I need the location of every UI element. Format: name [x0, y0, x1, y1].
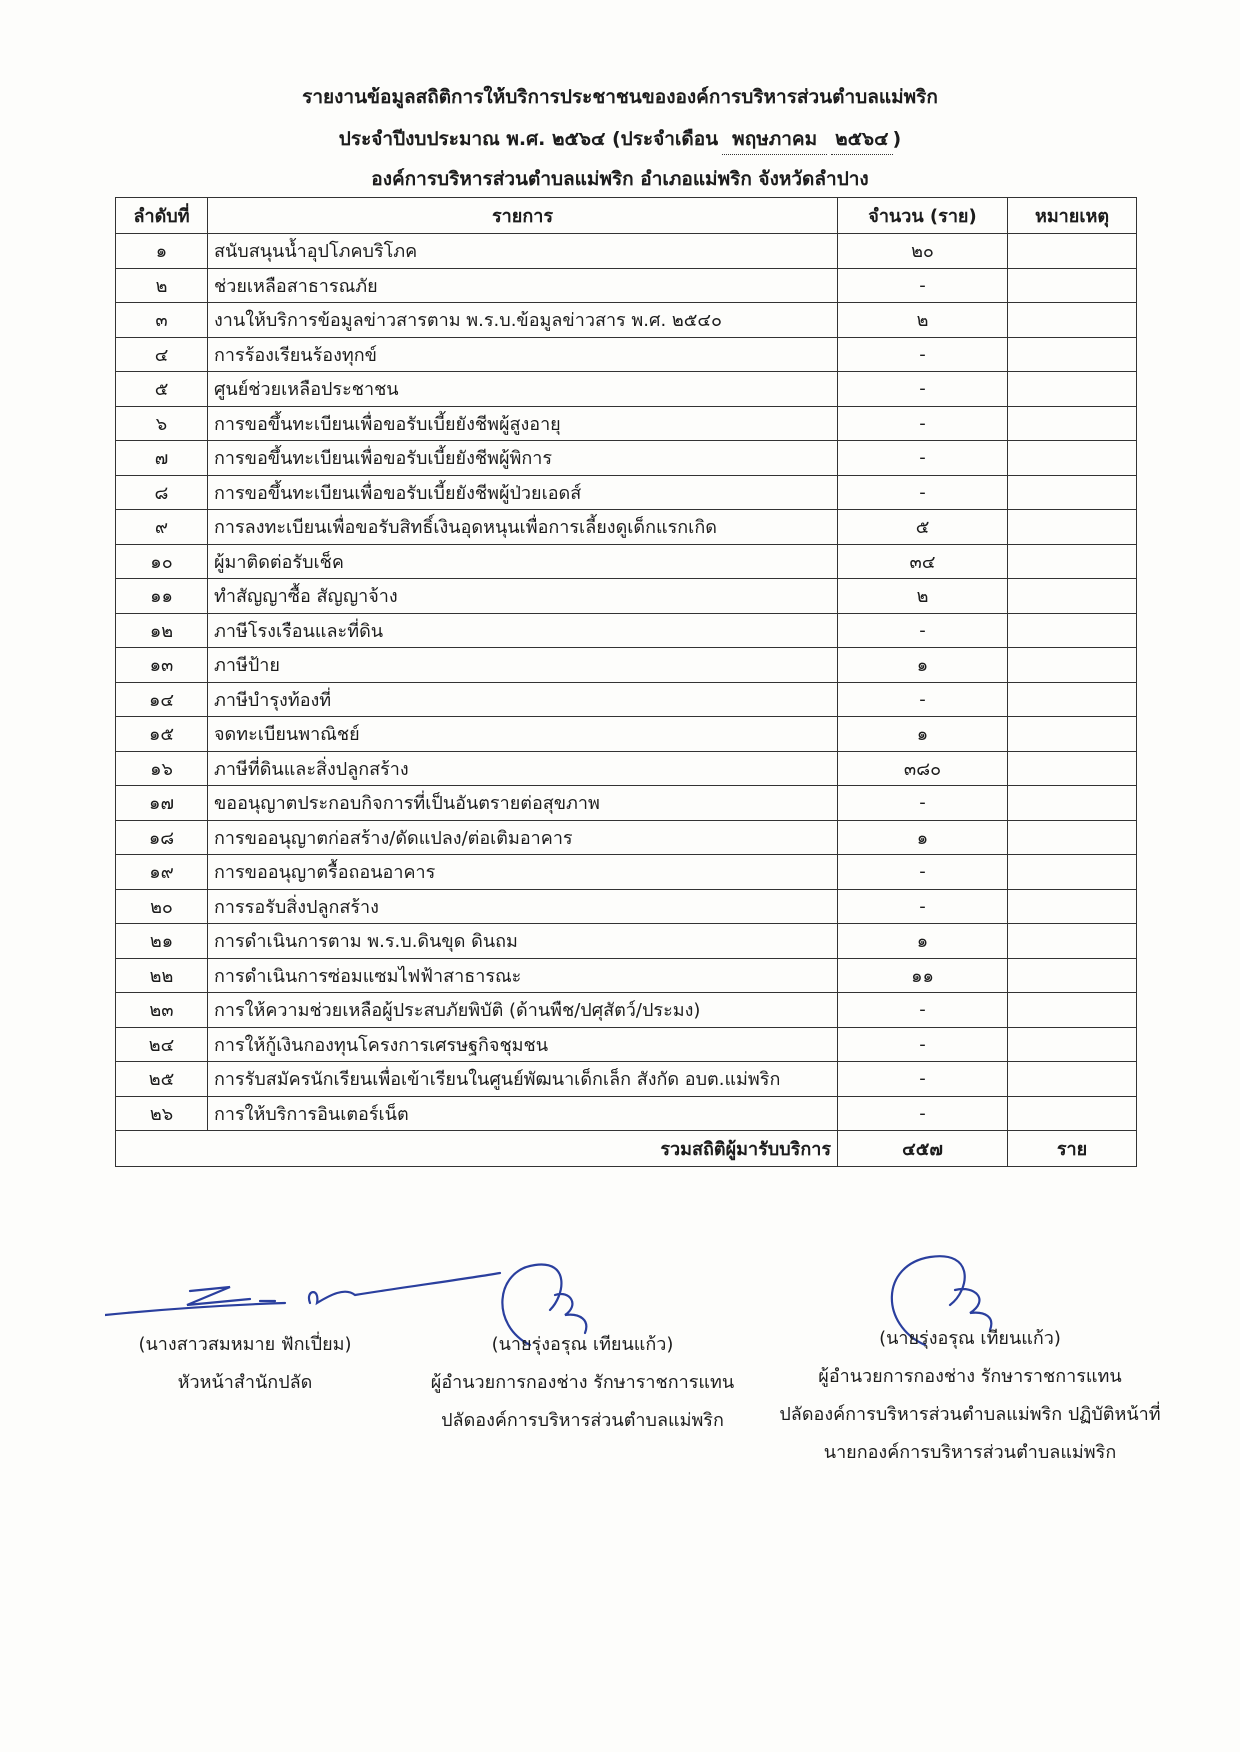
row-item: การดำเนินการซ่อมแซมไฟฟ้าสาธารณะ — [208, 958, 838, 993]
row-count: ๓๔ — [838, 544, 1008, 579]
table-row — [116, 337, 1137, 372]
row-item: การรอรับสิ่งปลูกสร้าง — [208, 889, 838, 924]
row-count: ๕ — [838, 510, 1008, 545]
row-number: ๕ — [116, 372, 208, 407]
signature-scribble-1 — [105, 1265, 505, 1320]
signer-position: หัวหน้าสำนักปลัด — [177, 1372, 313, 1393]
table-row — [116, 406, 1137, 441]
subtitle-suffix: ) — [892, 128, 902, 150]
organization-line: องค์การบริหารส่วนตำบลแม่พริก อำเภอแม่พริก จังหวัดลำปาง — [371, 168, 869, 190]
row-item: การขอขึ้นทะเบียนเพื่อขอรับเบี้ยยังชีพผู้ป่วยเอดส์ — [208, 475, 838, 510]
total-unit: ราย — [1008, 1131, 1137, 1167]
table-row — [116, 889, 1137, 924]
row-item: ขออนุญาตประกอบกิจการที่เป็นอันตรายต่อสุขภาพ — [208, 786, 838, 821]
row-note — [1008, 820, 1137, 855]
row-count: ๑ — [838, 648, 1008, 683]
row-count: ๑๑ — [838, 958, 1008, 993]
table-row — [116, 820, 1137, 855]
row-item: การดำเนินการตาม พ.ร.บ.ดินขุด ดินถม — [208, 924, 838, 959]
table-row — [116, 924, 1137, 959]
row-note — [1008, 613, 1137, 648]
row-item: ช่วยเหลือสาธารณภัย — [208, 268, 838, 303]
row-note — [1008, 958, 1137, 993]
row-item: การขอขึ้นทะเบียนเพื่อขอรับเบี้ยยังชีพผู้พิการ — [208, 441, 838, 476]
subtitle-prefix: ประจำปีงบประมาณ พ.ศ. ๒๕๖๔ (ประจำเดือน — [338, 128, 719, 150]
header-no: ลำดับที่ — [116, 198, 208, 234]
signer-name: (นางสาวสมหมาย ฟักเปี่ยม) — [138, 1334, 352, 1355]
row-item: ภาษีโรงเรือนและที่ดิน — [208, 613, 838, 648]
row-note — [1008, 544, 1137, 579]
row-count: - — [838, 372, 1008, 407]
row-number: ๒๐ — [116, 889, 208, 924]
signer-position: ผู้อำนวยการกองช่าง รักษาราชการแทน — [430, 1372, 735, 1393]
row-number: ๙ — [116, 510, 208, 545]
row-number: ๑๓ — [116, 648, 208, 683]
row-note — [1008, 1062, 1137, 1097]
table-row — [116, 579, 1137, 614]
total-value: ๔๕๗ — [838, 1131, 1008, 1167]
row-note — [1008, 1027, 1137, 1062]
row-item: ผู้มาติดต่อรับเช็ค — [208, 544, 838, 579]
row-number: ๑๗ — [116, 786, 208, 821]
table-row — [116, 441, 1137, 476]
row-item: ศูนย์ช่วยเหลือประชาชน — [208, 372, 838, 407]
row-item: การรับสมัครนักเรียนเพื่อเข้าเรียนในศูนย์พัฒนาเด็กเล็ก สังกัด อบต.แม่พริก — [208, 1062, 838, 1097]
signer-name: (นายรุ่งอรุณ เทียนแก้ว) — [491, 1334, 674, 1355]
table-header-row — [116, 198, 1137, 234]
row-item: การขอขึ้นทะเบียนเพื่อขอรับเบี้ยยังชีพผู้สูงอายุ — [208, 406, 838, 441]
table-row — [116, 648, 1137, 683]
row-note — [1008, 717, 1137, 752]
row-item: การให้ความช่วยเหลือผู้ประสบภัยพิบัติ (ด้านพืช/ปศุสัตว์/ประมง) — [208, 993, 838, 1028]
header-item: รายการ — [208, 198, 838, 234]
row-item: การให้กู้เงินกองทุนโครงการเศรษฐกิจชุมชน — [208, 1027, 838, 1062]
signer-position: ผู้อำนวยการกองช่าง รักษาราชการแทน — [818, 1366, 1122, 1387]
row-note — [1008, 1096, 1137, 1131]
row-item: จดทะเบียนพาณิชย์ — [208, 717, 838, 752]
row-number: ๑๐ — [116, 544, 208, 579]
row-count: ๒๐ — [838, 234, 1008, 269]
row-count: ๑ — [838, 717, 1008, 752]
row-count: - — [838, 613, 1008, 648]
row-count: - — [838, 337, 1008, 372]
header-note: หมายเหตุ — [1008, 198, 1137, 234]
row-number: ๑ — [116, 234, 208, 269]
row-note — [1008, 579, 1137, 614]
row-item: การขออนุญาตก่อสร้าง/ดัดแปลง/ต่อเติมอาคาร — [208, 820, 838, 855]
row-number: ๒๑ — [116, 924, 208, 959]
table-row — [116, 613, 1137, 648]
table-row — [116, 372, 1137, 407]
table-row — [116, 1062, 1137, 1097]
signature-block-3 — [755, 1320, 1185, 1472]
row-item: ภาษีป้าย — [208, 648, 838, 683]
table-row — [116, 855, 1137, 890]
row-note — [1008, 406, 1137, 441]
statistics-table — [115, 197, 1137, 1167]
row-number: ๒๕ — [116, 1062, 208, 1097]
signer-position: นายกองค์การบริหารส่วนตำบลแม่พริก — [823, 1442, 1117, 1463]
row-number: ๘ — [116, 475, 208, 510]
row-note — [1008, 786, 1137, 821]
row-count: ๑ — [838, 820, 1008, 855]
table-row — [116, 993, 1137, 1028]
row-count: ๒ — [838, 303, 1008, 338]
report-month: พฤษภาคม — [722, 124, 827, 155]
row-note — [1008, 648, 1137, 683]
report-title: รายงานข้อมูลสถิติการให้บริการประชาชนขององค์การบริหารส่วนตำบลแม่พริก — [302, 86, 938, 108]
row-number: ๔ — [116, 337, 208, 372]
table-row — [116, 475, 1137, 510]
row-count: ๓๘๐ — [838, 751, 1008, 786]
row-count: - — [838, 406, 1008, 441]
report-subtitle — [0, 124, 1240, 155]
row-count: - — [838, 1027, 1008, 1062]
table-row — [116, 1027, 1137, 1062]
row-item: การขออนุญาตรื้อถอนอาคาร — [208, 855, 838, 890]
signature-block-1 — [110, 1326, 380, 1402]
row-count: - — [838, 441, 1008, 476]
signature-block-2 — [405, 1326, 760, 1440]
row-number: ๗ — [116, 441, 208, 476]
row-count: - — [838, 786, 1008, 821]
table-row — [116, 1096, 1137, 1131]
row-note — [1008, 441, 1137, 476]
row-note — [1008, 303, 1137, 338]
row-item: การลงทะเบียนเพื่อขอรับสิทธิ์เงินอุดหนุนเพื่อการเลี้ยงดูเด็กแรกเกิด — [208, 510, 838, 545]
row-number: ๒๒ — [116, 958, 208, 993]
row-number: ๖ — [116, 406, 208, 441]
row-item: การร้องเรียนร้องทุกข์ — [208, 337, 838, 372]
report-year: ๒๕๖๔ — [831, 124, 892, 155]
signer-position: ปลัดองค์การบริหารส่วนตำบลแม่พริก — [441, 1410, 724, 1431]
row-item: งานให้บริการข้อมูลข่าวสารตาม พ.ร.บ.ข้อมูลข่าวสาร พ.ศ. ๒๕๔๐ — [208, 303, 838, 338]
row-number: ๒๖ — [116, 1096, 208, 1131]
row-note — [1008, 475, 1137, 510]
row-count: ๑ — [838, 924, 1008, 959]
row-item: ภาษีที่ดินและสิ่งปลูกสร้าง — [208, 751, 838, 786]
row-number: ๒๔ — [116, 1027, 208, 1062]
table-row — [116, 958, 1137, 993]
row-note — [1008, 855, 1137, 890]
row-count: - — [838, 855, 1008, 890]
row-count: - — [838, 268, 1008, 303]
row-count: ๒ — [838, 579, 1008, 614]
signer-position: ปลัดองค์การบริหารส่วนตำบลแม่พริก ปฏิบัติหน้าที่ — [779, 1404, 1161, 1425]
row-item: ภาษีบำรุงท้องที่ — [208, 682, 838, 717]
row-note — [1008, 337, 1137, 372]
table-row — [116, 682, 1137, 717]
row-number: ๒ — [116, 268, 208, 303]
row-number: ๑๕ — [116, 717, 208, 752]
row-note — [1008, 372, 1137, 407]
signer-name: (นายรุ่งอรุณ เทียนแก้ว) — [879, 1328, 1061, 1349]
row-count: - — [838, 1062, 1008, 1097]
table-row — [116, 268, 1137, 303]
table-row — [116, 303, 1137, 338]
row-item: การให้บริการอินเตอร์เน็ต — [208, 1096, 838, 1131]
row-number: ๑๑ — [116, 579, 208, 614]
table-row — [116, 717, 1137, 752]
row-note — [1008, 924, 1137, 959]
table-row — [116, 751, 1137, 786]
row-count: - — [838, 475, 1008, 510]
row-note — [1008, 751, 1137, 786]
table-row — [116, 544, 1137, 579]
row-item: สนับสนุนน้ำอุปโภคบริโภค — [208, 234, 838, 269]
total-label: รวมสถิติผู้มารับบริการ — [116, 1131, 838, 1167]
table-row — [116, 786, 1137, 821]
row-number: ๑๔ — [116, 682, 208, 717]
row-number: ๑๙ — [116, 855, 208, 890]
row-note — [1008, 268, 1137, 303]
row-count: - — [838, 993, 1008, 1028]
row-number: ๓ — [116, 303, 208, 338]
row-number: ๒๓ — [116, 993, 208, 1028]
table-row — [116, 234, 1137, 269]
table-row — [116, 510, 1137, 545]
row-number: ๑๖ — [116, 751, 208, 786]
row-number: ๑๒ — [116, 613, 208, 648]
row-item: ทำสัญญาซื้อ สัญญาจ้าง — [208, 579, 838, 614]
row-note — [1008, 510, 1137, 545]
row-note — [1008, 682, 1137, 717]
row-count: - — [838, 682, 1008, 717]
header-count: จำนวน (ราย) — [838, 198, 1008, 234]
row-note — [1008, 889, 1137, 924]
row-number: ๑๘ — [116, 820, 208, 855]
row-count: - — [838, 889, 1008, 924]
row-note — [1008, 234, 1137, 269]
row-note — [1008, 993, 1137, 1028]
row-count: - — [838, 1096, 1008, 1131]
total-row — [116, 1131, 1137, 1167]
